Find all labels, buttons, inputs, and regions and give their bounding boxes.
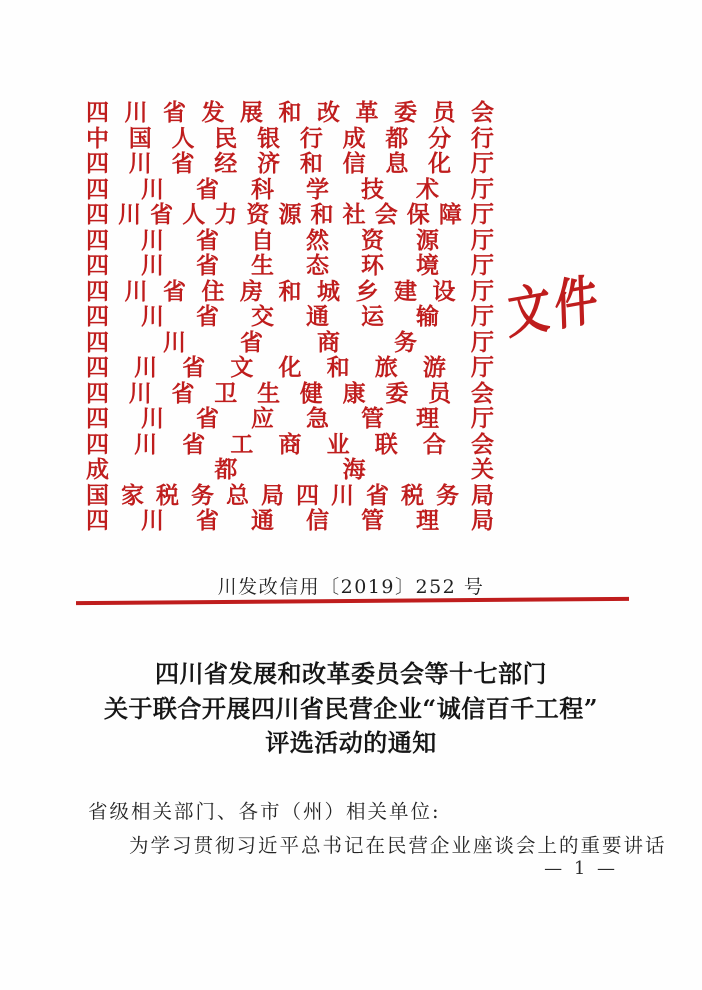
agency-char: 局 <box>261 481 284 509</box>
agency-char: 省 <box>150 201 174 228</box>
agency-char: 环 <box>361 252 384 279</box>
agency-char: 人 <box>182 201 206 228</box>
agency-char: 游 <box>422 354 446 381</box>
agency-char: 务 <box>191 481 214 509</box>
agency-char: 川 <box>124 277 148 305</box>
agency-char: 分 <box>428 124 452 152</box>
agency-char: 生 <box>257 379 281 407</box>
agency-char: 经 <box>214 150 238 177</box>
agency-char: 川 <box>124 99 148 126</box>
agency-char: 四 <box>86 303 109 330</box>
agency-char: 会 <box>374 201 398 228</box>
agency-row <box>86 330 494 356</box>
body-paragraph: 为学习贯彻习近平总书记在民营企业座谈会上的重要讲话 <box>128 834 667 857</box>
agency-char: 通 <box>306 303 329 330</box>
agency-char: 局 <box>471 481 494 509</box>
agency-char: 学 <box>306 175 329 203</box>
agency-char: 房 <box>240 277 263 305</box>
agency-char: 技 <box>361 175 384 203</box>
agency-char: 川 <box>141 252 164 279</box>
agency-char: 川 <box>141 226 164 254</box>
agency-char: 力 <box>214 201 238 228</box>
agency-char: 省 <box>182 354 206 381</box>
agency-char: 社 <box>342 201 366 228</box>
agency-char: 会 <box>470 379 494 407</box>
agency-char: 四 <box>86 277 109 305</box>
agency-char: 乡 <box>355 277 379 305</box>
agency-char: 厅 <box>471 226 494 254</box>
agency-char: 厅 <box>471 303 494 330</box>
agency-char: 管 <box>361 507 384 534</box>
agency-char: 管 <box>361 405 384 432</box>
agency-char: 川 <box>134 354 158 381</box>
agency-char: 和 <box>299 150 323 177</box>
agency-char: 四 <box>86 99 109 126</box>
agency-char: 运 <box>361 303 384 330</box>
agency-char: 川 <box>141 303 164 330</box>
agency-char: 科 <box>251 175 274 203</box>
agency-char: 化 <box>278 354 302 381</box>
agency-row <box>86 126 494 152</box>
agency-char: 川 <box>128 379 152 407</box>
title-line-2: 关于联合开展四川省民营企业“诚信百千工程” <box>103 693 599 723</box>
agency-char: 委 <box>394 99 417 126</box>
agency-char: 境 <box>416 252 439 279</box>
agency-char: 川 <box>141 175 164 203</box>
agency-char: 化 <box>428 150 452 177</box>
agency-char: 厅 <box>471 252 494 279</box>
agency-char: 应 <box>251 405 274 432</box>
agency-char: 改 <box>317 99 340 126</box>
agency-char: 资 <box>361 226 384 254</box>
agency-char: 国 <box>86 481 109 509</box>
agency-char: 革 <box>355 99 379 126</box>
agency-char: 厅 <box>471 405 494 432</box>
agency-char: 和 <box>278 277 302 305</box>
document-title <box>0 657 702 761</box>
agency-char: 四 <box>86 405 109 432</box>
agency-char: 通 <box>251 507 274 534</box>
agency-char: 康 <box>342 379 366 407</box>
agency-char: 和 <box>278 99 302 126</box>
agency-char: 川 <box>128 150 152 177</box>
agency-row <box>86 253 494 279</box>
document-stamp-label: 文件 <box>506 265 604 347</box>
agency-char: 川 <box>163 328 186 356</box>
agency-char: 旅 <box>374 354 398 381</box>
agency-char: 态 <box>306 252 329 279</box>
agency-char: 保 <box>406 201 430 228</box>
agency-char: 业 <box>326 430 350 458</box>
agency-char: 成 <box>86 456 109 483</box>
agency-char: 工 <box>230 430 254 458</box>
agency-row <box>86 100 494 126</box>
agency-char: 信 <box>306 507 329 534</box>
agency-char: 务 <box>436 481 459 509</box>
agency-row <box>86 304 494 330</box>
agency-char: 川 <box>331 481 354 509</box>
agency-char: 民 <box>214 124 238 152</box>
agency-row <box>86 508 494 534</box>
agency-char: 文 <box>230 354 254 381</box>
agency-char: 成 <box>342 124 366 152</box>
agency-char: 厅 <box>471 354 494 381</box>
agency-char: 四 <box>296 481 319 509</box>
agency-char: 省 <box>240 328 263 356</box>
agency-char: 关 <box>470 456 494 483</box>
agency-char: 省 <box>171 150 195 177</box>
document-number: 川发改信用〔2019〕252 号 <box>217 576 485 598</box>
agency-char: 和 <box>326 354 350 381</box>
agency-char: 商 <box>317 328 340 356</box>
agency-char: 厅 <box>470 150 494 177</box>
salutation-line: 省级相关部门、各市（州）相关单位: <box>88 800 441 823</box>
agency-char: 理 <box>416 507 439 534</box>
agency-char: 急 <box>306 405 329 432</box>
agency-char: 生 <box>251 252 274 279</box>
agency-char: 厅 <box>471 328 494 356</box>
agency-char: 源 <box>416 226 439 254</box>
agency-char: 展 <box>240 99 263 126</box>
agency-char: 行 <box>299 124 323 152</box>
agency-char: 省 <box>196 226 219 254</box>
agency-char: 健 <box>299 379 323 407</box>
agency-char: 员 <box>428 379 452 407</box>
agency-char: 建 <box>394 277 417 305</box>
agency-char: 自 <box>251 226 274 254</box>
agency-row <box>86 202 494 228</box>
agency-char: 川 <box>141 507 164 534</box>
agency-char: 银 <box>257 124 281 152</box>
agency-char: 交 <box>251 303 274 330</box>
agency-char: 员 <box>432 99 456 126</box>
agency-char: 省 <box>196 507 219 534</box>
agency-char: 厅 <box>471 277 494 305</box>
agency-char: 行 <box>470 124 494 152</box>
agency-row <box>86 457 494 483</box>
agency-char: 源 <box>278 201 302 228</box>
agency-char: 省 <box>171 379 195 407</box>
agency-row <box>86 381 494 407</box>
agency-char: 四 <box>86 507 109 534</box>
agency-char: 然 <box>306 226 329 254</box>
document-body <box>88 799 667 859</box>
agency-char: 四 <box>86 430 109 458</box>
agency-char: 四 <box>86 354 109 381</box>
agency-row <box>86 432 494 458</box>
agency-row <box>86 228 494 254</box>
agency-char: 商 <box>278 430 302 458</box>
agency-char: 总 <box>226 481 249 509</box>
agency-char: 障 <box>438 201 462 228</box>
agency-char: 都 <box>385 124 409 152</box>
agency-char: 资 <box>246 201 270 228</box>
agency-char: 省 <box>196 405 219 432</box>
page-number: — 1 — <box>544 858 618 879</box>
agency-char: 四 <box>86 175 109 203</box>
agency-char: 联 <box>374 430 398 458</box>
agency-row <box>86 151 494 177</box>
agency-char: 术 <box>416 175 439 203</box>
agency-char: 济 <box>257 150 281 177</box>
agency-char: 省 <box>196 303 219 330</box>
agency-char: 海 <box>342 456 366 483</box>
agency-char: 四 <box>86 328 109 356</box>
agency-row <box>86 279 494 305</box>
agency-char: 和 <box>310 201 334 228</box>
agency-char: 息 <box>385 150 409 177</box>
agency-char: 住 <box>201 277 225 305</box>
agency-char: 四 <box>86 379 109 407</box>
agency-char: 城 <box>317 277 340 305</box>
agency-char: 家 <box>121 481 144 509</box>
agency-char: 省 <box>366 481 389 509</box>
agency-char: 省 <box>163 99 186 126</box>
agency-char: 都 <box>214 456 238 483</box>
agency-char: 税 <box>156 481 179 509</box>
agency-row <box>86 483 494 509</box>
agency-char: 委 <box>385 379 409 407</box>
title-line-3: 评选活动的通知 <box>265 728 437 757</box>
agency-char: 厅 <box>470 201 494 228</box>
agency-char: 国 <box>128 124 152 152</box>
agency-char: 省 <box>196 175 219 203</box>
agency-char: 川 <box>141 405 164 432</box>
agency-char: 中 <box>86 124 109 152</box>
agency-char: 会 <box>471 99 494 126</box>
agency-char: 税 <box>401 481 424 509</box>
agency-char: 四 <box>86 150 109 177</box>
agency-char: 输 <box>416 303 439 330</box>
agency-list <box>86 100 494 534</box>
agency-char: 理 <box>416 405 439 432</box>
agency-row <box>86 177 494 203</box>
agency-row <box>86 406 494 432</box>
agency-char: 四 <box>86 226 109 254</box>
agency-char: 卫 <box>214 379 238 407</box>
agency-char: 务 <box>394 328 417 356</box>
agency-char: 省 <box>163 277 186 305</box>
agency-char: 会 <box>471 430 494 458</box>
agency-char: 川 <box>118 201 142 228</box>
agency-char: 设 <box>432 277 456 305</box>
agency-char: 四 <box>86 201 109 228</box>
agency-char: 合 <box>422 430 446 458</box>
agency-char: 局 <box>471 507 494 534</box>
agency-char: 省 <box>182 430 206 458</box>
title-line-1: 四川省发展和改革委员会等十七部门 <box>155 659 547 688</box>
agency-char: 信 <box>342 150 366 177</box>
agency-char: 省 <box>196 252 219 279</box>
agency-char: 人 <box>171 124 195 152</box>
agency-char: 四 <box>86 252 109 279</box>
agency-row <box>86 355 494 381</box>
agency-char: 厅 <box>471 175 494 203</box>
agency-char: 发 <box>201 99 225 126</box>
agency-char: 川 <box>134 430 158 458</box>
